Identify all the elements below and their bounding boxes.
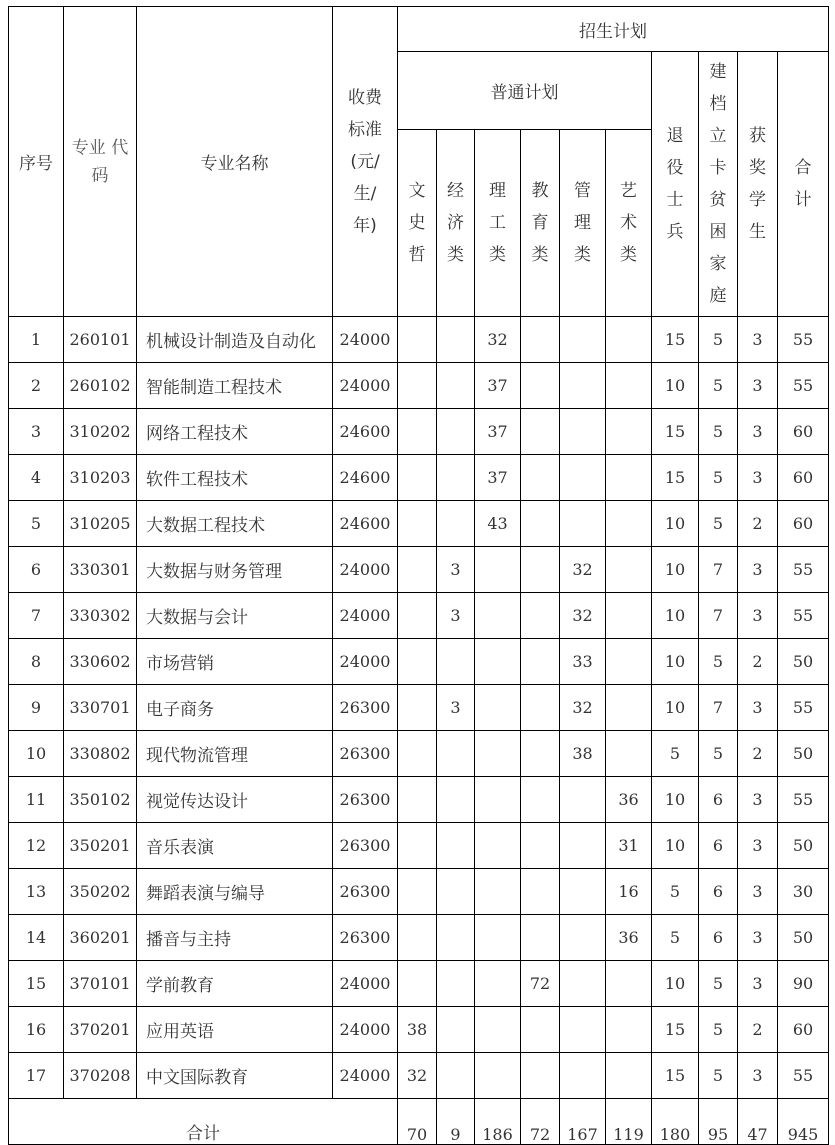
cell-ys bbox=[606, 1053, 652, 1099]
cell-jj bbox=[437, 915, 475, 961]
cell-award: 2 bbox=[738, 639, 778, 685]
cell-code: 310205 bbox=[64, 501, 137, 547]
cell-lg: 37 bbox=[475, 455, 521, 501]
cell-name: 智能制造工程技术 bbox=[137, 363, 333, 409]
cell-lg bbox=[475, 915, 521, 961]
header-seq: 序号 bbox=[9, 7, 64, 317]
header-cat-lg: 理 工 类 bbox=[475, 130, 521, 317]
total-lg: 186 bbox=[475, 1099, 521, 1145]
cell-jy bbox=[521, 593, 560, 639]
cell-lg: 37 bbox=[475, 363, 521, 409]
cell-name: 现代物流管理 bbox=[137, 731, 333, 777]
cell-lg bbox=[475, 1007, 521, 1053]
cell-total: 50 bbox=[778, 731, 829, 777]
cell-fee: 24000 bbox=[333, 639, 398, 685]
cell-jy: 72 bbox=[521, 961, 560, 1007]
cell-seq: 4 bbox=[9, 455, 64, 501]
cell-jy bbox=[521, 685, 560, 731]
table-row bbox=[9, 961, 829, 1007]
cell-seq: 3 bbox=[9, 409, 64, 455]
cell-gl bbox=[560, 915, 606, 961]
cell-code: 260102 bbox=[64, 363, 137, 409]
total-award: 47 bbox=[738, 1099, 778, 1145]
cell-wsz bbox=[398, 501, 437, 547]
cell-veteran: 10 bbox=[652, 685, 699, 731]
header-general: 普通计划 bbox=[398, 52, 652, 130]
cell-award: 3 bbox=[738, 869, 778, 915]
cell-total: 55 bbox=[778, 593, 829, 639]
total-label: 合计 bbox=[9, 1099, 398, 1145]
cell-seq: 14 bbox=[9, 915, 64, 961]
table-row bbox=[9, 501, 829, 547]
header-award: 获 奖 学 生 bbox=[738, 52, 778, 317]
cell-award: 3 bbox=[738, 455, 778, 501]
cell-jy bbox=[521, 409, 560, 455]
cell-gl: 32 bbox=[560, 685, 606, 731]
cell-ys bbox=[606, 547, 652, 593]
cell-seq: 15 bbox=[9, 961, 64, 1007]
cell-ys bbox=[606, 455, 652, 501]
cell-jy bbox=[521, 363, 560, 409]
total-jj: 9 bbox=[437, 1099, 475, 1145]
cell-code: 330802 bbox=[64, 731, 137, 777]
cell-wsz bbox=[398, 823, 437, 869]
header-name: 专业名称 bbox=[137, 7, 333, 317]
cell-veteran: 5 bbox=[652, 731, 699, 777]
cell-total: 60 bbox=[778, 455, 829, 501]
cell-wsz bbox=[398, 915, 437, 961]
cell-jj bbox=[437, 409, 475, 455]
cell-veteran: 15 bbox=[652, 455, 699, 501]
cell-total: 30 bbox=[778, 869, 829, 915]
cell-seq: 5 bbox=[9, 501, 64, 547]
cell-seq: 16 bbox=[9, 1007, 64, 1053]
cell-poor: 5 bbox=[699, 731, 738, 777]
cell-award: 3 bbox=[738, 777, 778, 823]
cell-jj bbox=[437, 823, 475, 869]
cell-fee: 24000 bbox=[333, 1053, 398, 1099]
cell-gl: 38 bbox=[560, 731, 606, 777]
cell-name: 视觉传达设计 bbox=[137, 777, 333, 823]
cell-jj: 3 bbox=[437, 547, 475, 593]
cell-veteran: 10 bbox=[652, 961, 699, 1007]
cell-gl: 32 bbox=[560, 593, 606, 639]
table-row bbox=[9, 823, 829, 869]
cell-jj bbox=[437, 639, 475, 685]
total-wsz: 70 bbox=[398, 1099, 437, 1145]
cell-total: 55 bbox=[778, 1053, 829, 1099]
cell-ys bbox=[606, 593, 652, 639]
cell-veteran: 10 bbox=[652, 501, 699, 547]
table-row bbox=[9, 1007, 829, 1053]
cell-lg bbox=[475, 961, 521, 1007]
cell-ys: 36 bbox=[606, 915, 652, 961]
cell-fee: 24000 bbox=[333, 317, 398, 363]
cell-ys: 31 bbox=[606, 823, 652, 869]
cell-poor: 5 bbox=[699, 1007, 738, 1053]
table-row bbox=[9, 915, 829, 961]
cell-total: 60 bbox=[778, 1007, 829, 1053]
cell-poor: 5 bbox=[699, 317, 738, 363]
cell-jy bbox=[521, 455, 560, 501]
cell-wsz bbox=[398, 317, 437, 363]
header-code: 专业 代码 bbox=[64, 7, 137, 317]
cell-poor: 7 bbox=[699, 685, 738, 731]
table-row bbox=[9, 547, 829, 593]
cell-code: 370208 bbox=[64, 1053, 137, 1099]
cell-ys bbox=[606, 317, 652, 363]
cell-wsz bbox=[398, 731, 437, 777]
cell-gl bbox=[560, 317, 606, 363]
table-body bbox=[9, 317, 829, 1099]
cell-code: 370101 bbox=[64, 961, 137, 1007]
total-sum: 945 bbox=[778, 1099, 829, 1145]
cell-ys bbox=[606, 731, 652, 777]
cell-poor: 6 bbox=[699, 777, 738, 823]
cell-lg: 43 bbox=[475, 501, 521, 547]
cell-name: 学前教育 bbox=[137, 961, 333, 1007]
cell-jy bbox=[521, 731, 560, 777]
cell-poor: 7 bbox=[699, 547, 738, 593]
cell-fee: 24000 bbox=[333, 547, 398, 593]
cell-gl bbox=[560, 1053, 606, 1099]
cell-jy bbox=[521, 869, 560, 915]
cell-wsz bbox=[398, 777, 437, 823]
cell-name: 电子商务 bbox=[137, 685, 333, 731]
cell-fee: 24000 bbox=[333, 363, 398, 409]
cell-gl bbox=[560, 777, 606, 823]
cell-award: 2 bbox=[738, 501, 778, 547]
cell-gl bbox=[560, 1007, 606, 1053]
cell-ys bbox=[606, 639, 652, 685]
cell-code: 330701 bbox=[64, 685, 137, 731]
cell-gl bbox=[560, 455, 606, 501]
cell-fee: 26300 bbox=[333, 869, 398, 915]
cell-wsz bbox=[398, 455, 437, 501]
cell-seq: 9 bbox=[9, 685, 64, 731]
cell-award: 3 bbox=[738, 547, 778, 593]
cell-gl bbox=[560, 961, 606, 1007]
cell-jy bbox=[521, 915, 560, 961]
cell-gl bbox=[560, 409, 606, 455]
cell-poor: 5 bbox=[699, 639, 738, 685]
cell-jy bbox=[521, 317, 560, 363]
cell-lg: 32 bbox=[475, 317, 521, 363]
cell-seq: 2 bbox=[9, 363, 64, 409]
cell-code: 330301 bbox=[64, 547, 137, 593]
cell-fee: 24600 bbox=[333, 409, 398, 455]
cell-jy bbox=[521, 639, 560, 685]
cell-code: 350201 bbox=[64, 823, 137, 869]
cell-seq: 6 bbox=[9, 547, 64, 593]
cell-veteran: 10 bbox=[652, 593, 699, 639]
header-total: 合 计 bbox=[778, 52, 829, 317]
cell-award: 3 bbox=[738, 593, 778, 639]
cell-jj bbox=[437, 1007, 475, 1053]
cell-name: 大数据与会计 bbox=[137, 593, 333, 639]
cell-total: 50 bbox=[778, 639, 829, 685]
cell-lg bbox=[475, 685, 521, 731]
cell-award: 3 bbox=[738, 685, 778, 731]
cell-fee: 24000 bbox=[333, 1007, 398, 1053]
cell-veteran: 10 bbox=[652, 823, 699, 869]
cell-poor: 5 bbox=[699, 455, 738, 501]
cell-name: 软件工程技术 bbox=[137, 455, 333, 501]
cell-seq: 7 bbox=[9, 593, 64, 639]
cell-seq: 10 bbox=[9, 731, 64, 777]
cell-fee: 24000 bbox=[333, 961, 398, 1007]
cell-name: 播音与主持 bbox=[137, 915, 333, 961]
cell-veteran: 10 bbox=[652, 639, 699, 685]
cell-fee: 26300 bbox=[333, 915, 398, 961]
cell-jj: 3 bbox=[437, 593, 475, 639]
cell-jj bbox=[437, 731, 475, 777]
table-row bbox=[9, 731, 829, 777]
cell-veteran: 10 bbox=[652, 777, 699, 823]
header-cat-gl: 管 理 类 bbox=[560, 130, 606, 317]
cell-ys: 16 bbox=[606, 869, 652, 915]
cell-jj: 3 bbox=[437, 685, 475, 731]
cell-seq: 12 bbox=[9, 823, 64, 869]
cell-jy bbox=[521, 501, 560, 547]
header-cat-jy: 教 育 类 bbox=[521, 130, 560, 317]
table-row bbox=[9, 317, 829, 363]
cell-wsz: 32 bbox=[398, 1053, 437, 1099]
cell-award: 3 bbox=[738, 409, 778, 455]
header-cat-jj: 经 济 类 bbox=[437, 130, 475, 317]
total-gl: 167 bbox=[560, 1099, 606, 1145]
cell-total: 55 bbox=[778, 547, 829, 593]
cell-award: 2 bbox=[738, 731, 778, 777]
cell-code: 260101 bbox=[64, 317, 137, 363]
total-ys: 119 bbox=[606, 1099, 652, 1145]
cell-fee: 26300 bbox=[333, 823, 398, 869]
cell-poor: 6 bbox=[699, 915, 738, 961]
cell-award: 3 bbox=[738, 823, 778, 869]
cell-poor: 5 bbox=[699, 961, 738, 1007]
cell-award: 2 bbox=[738, 1007, 778, 1053]
enrollment-plan-table bbox=[8, 6, 829, 1145]
cell-lg bbox=[475, 547, 521, 593]
cell-veteran: 10 bbox=[652, 547, 699, 593]
cell-jy bbox=[521, 777, 560, 823]
cell-total: 50 bbox=[778, 823, 829, 869]
cell-code: 370201 bbox=[64, 1007, 137, 1053]
cell-wsz bbox=[398, 409, 437, 455]
cell-gl bbox=[560, 363, 606, 409]
cell-poor: 6 bbox=[699, 869, 738, 915]
cell-veteran: 15 bbox=[652, 1007, 699, 1053]
cell-gl bbox=[560, 501, 606, 547]
cell-code: 310203 bbox=[64, 455, 137, 501]
cell-code: 360201 bbox=[64, 915, 137, 961]
cell-poor: 6 bbox=[699, 823, 738, 869]
cell-jj bbox=[437, 869, 475, 915]
cell-name: 网络工程技术 bbox=[137, 409, 333, 455]
cell-wsz bbox=[398, 869, 437, 915]
cell-total: 60 bbox=[778, 409, 829, 455]
cell-jj bbox=[437, 777, 475, 823]
cell-jj bbox=[437, 455, 475, 501]
cell-name: 舞蹈表演与编导 bbox=[137, 869, 333, 915]
cell-code: 330302 bbox=[64, 593, 137, 639]
header-poor: 建 档 立 卡 贫 困 家 庭 bbox=[699, 52, 738, 317]
cell-seq: 1 bbox=[9, 317, 64, 363]
cell-award: 3 bbox=[738, 317, 778, 363]
cell-veteran: 5 bbox=[652, 915, 699, 961]
cell-poor: 5 bbox=[699, 501, 738, 547]
cell-total: 90 bbox=[778, 961, 829, 1007]
cell-jy bbox=[521, 547, 560, 593]
total-veteran: 180 bbox=[652, 1099, 699, 1145]
cell-seq: 13 bbox=[9, 869, 64, 915]
cell-code: 350202 bbox=[64, 869, 137, 915]
table-row bbox=[9, 685, 829, 731]
cell-veteran: 10 bbox=[652, 363, 699, 409]
cell-total: 55 bbox=[778, 685, 829, 731]
cell-name: 市场营销 bbox=[137, 639, 333, 685]
cell-name: 应用英语 bbox=[137, 1007, 333, 1053]
cell-lg bbox=[475, 869, 521, 915]
cell-wsz: 38 bbox=[398, 1007, 437, 1053]
cell-ys bbox=[606, 961, 652, 1007]
cell-jy bbox=[521, 823, 560, 869]
table-row bbox=[9, 593, 829, 639]
cell-jy bbox=[521, 1053, 560, 1099]
table-row bbox=[9, 1053, 829, 1099]
cell-wsz bbox=[398, 639, 437, 685]
cell-total: 55 bbox=[778, 777, 829, 823]
cell-seq: 11 bbox=[9, 777, 64, 823]
cell-veteran: 15 bbox=[652, 1053, 699, 1099]
cell-name: 机械设计制造及自动化 bbox=[137, 317, 333, 363]
cell-ys bbox=[606, 409, 652, 455]
cell-ys bbox=[606, 1007, 652, 1053]
cell-ys: 36 bbox=[606, 777, 652, 823]
cell-gl bbox=[560, 823, 606, 869]
cell-fee: 24600 bbox=[333, 501, 398, 547]
cell-total: 55 bbox=[778, 317, 829, 363]
cell-wsz bbox=[398, 685, 437, 731]
total-poor: 95 bbox=[699, 1099, 738, 1145]
cell-fee: 26300 bbox=[333, 731, 398, 777]
cell-fee: 26300 bbox=[333, 777, 398, 823]
table-row bbox=[9, 869, 829, 915]
cell-code: 330602 bbox=[64, 639, 137, 685]
cell-gl: 33 bbox=[560, 639, 606, 685]
cell-total: 55 bbox=[778, 363, 829, 409]
cell-name: 音乐表演 bbox=[137, 823, 333, 869]
cell-wsz bbox=[398, 547, 437, 593]
cell-jj bbox=[437, 363, 475, 409]
cell-jj bbox=[437, 501, 475, 547]
cell-poor: 5 bbox=[699, 1053, 738, 1099]
cell-fee: 24600 bbox=[333, 455, 398, 501]
cell-lg bbox=[475, 1053, 521, 1099]
cell-wsz bbox=[398, 363, 437, 409]
cell-gl: 32 bbox=[560, 547, 606, 593]
cell-code: 350102 bbox=[64, 777, 137, 823]
cell-lg bbox=[475, 777, 521, 823]
cell-ys bbox=[606, 363, 652, 409]
cell-veteran: 15 bbox=[652, 317, 699, 363]
cell-wsz bbox=[398, 593, 437, 639]
cell-code: 310202 bbox=[64, 409, 137, 455]
cell-veteran: 15 bbox=[652, 409, 699, 455]
cell-poor: 5 bbox=[699, 363, 738, 409]
cell-lg bbox=[475, 593, 521, 639]
cell-award: 3 bbox=[738, 1053, 778, 1099]
table-row bbox=[9, 363, 829, 409]
table-row bbox=[9, 455, 829, 501]
header-cat-ys: 艺 术 类 bbox=[606, 130, 652, 317]
cell-lg: 37 bbox=[475, 409, 521, 455]
cell-total: 50 bbox=[778, 915, 829, 961]
cell-jj bbox=[437, 961, 475, 1007]
cell-name: 中文国际教育 bbox=[137, 1053, 333, 1099]
cell-total: 60 bbox=[778, 501, 829, 547]
cell-lg bbox=[475, 639, 521, 685]
header-plan: 招生计划 bbox=[398, 7, 829, 52]
cell-fee: 24000 bbox=[333, 593, 398, 639]
cell-seq: 17 bbox=[9, 1053, 64, 1099]
cell-ys bbox=[606, 501, 652, 547]
cell-jy bbox=[521, 1007, 560, 1053]
cell-wsz bbox=[398, 961, 437, 1007]
cell-ys bbox=[606, 685, 652, 731]
cell-gl bbox=[560, 869, 606, 915]
header-cat-wsz: 文 史 哲 bbox=[398, 130, 437, 317]
total-jy: 72 bbox=[521, 1099, 560, 1145]
table-row bbox=[9, 409, 829, 455]
cell-name: 大数据与财务管理 bbox=[137, 547, 333, 593]
cell-name: 大数据工程技术 bbox=[137, 501, 333, 547]
cell-award: 3 bbox=[738, 363, 778, 409]
table-row bbox=[9, 777, 829, 823]
table-row bbox=[9, 639, 829, 685]
cell-seq: 8 bbox=[9, 639, 64, 685]
cell-jj bbox=[437, 1053, 475, 1099]
cell-veteran: 5 bbox=[652, 869, 699, 915]
header-veteran: 退 役 士 兵 bbox=[652, 52, 699, 317]
cell-lg bbox=[475, 823, 521, 869]
cell-award: 3 bbox=[738, 961, 778, 1007]
cell-poor: 7 bbox=[699, 593, 738, 639]
cell-award: 3 bbox=[738, 915, 778, 961]
header-fee: 收费 标准 (元/ 生/ 年) bbox=[333, 7, 398, 317]
cell-lg bbox=[475, 731, 521, 777]
cell-jj bbox=[437, 317, 475, 363]
cell-poor: 5 bbox=[699, 409, 738, 455]
cell-fee: 26300 bbox=[333, 685, 398, 731]
